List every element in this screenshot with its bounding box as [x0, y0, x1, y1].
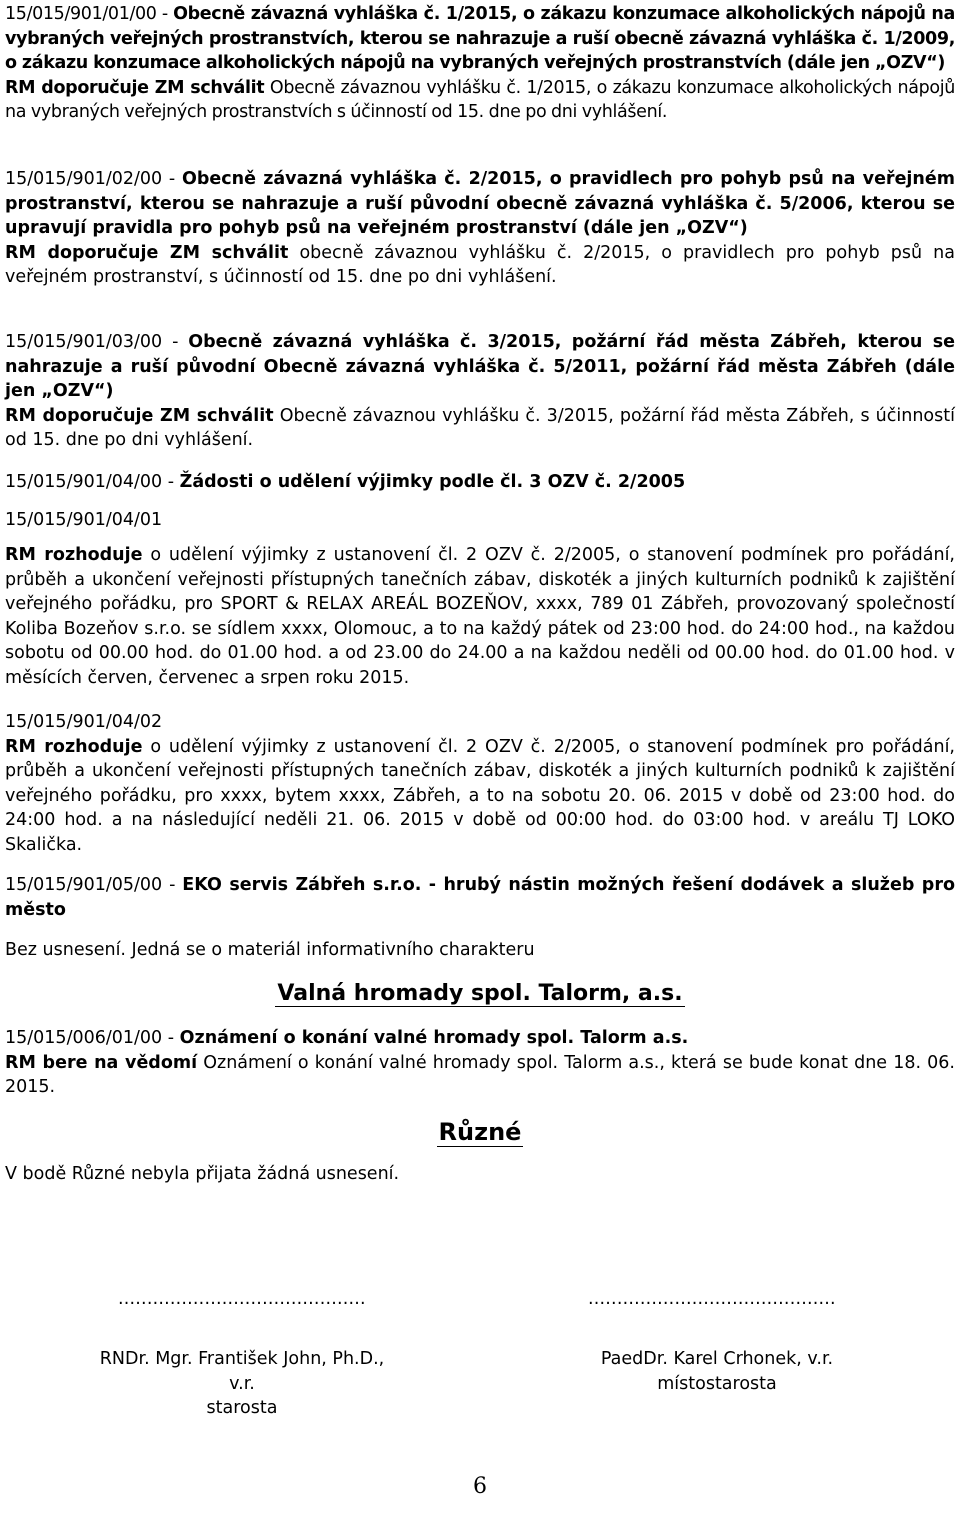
resolution [5, 241, 955, 290]
resolution [5, 735, 955, 858]
item-number: 15/015/901/04/00 [5, 472, 163, 492]
page-number: 6 [473, 1474, 487, 1499]
signature-block-right [567, 1347, 867, 1396]
agenda-item-title: 15/015/006/01/00 - Oznámení o konání valné hromady spol. Talorm a.s. [5, 1028, 689, 1048]
item-title: Obecně závazná vyhláška č. 1/2015, o zákazu konzumace alkoholických nápojů na vybraných veřejných prostranstvích, kterou se nahrazuje a ruší obecně závazná vyhláška č. 1/2009, o zákazu konzumace alkoholických nápojů na vybraných veřejných prostranstvích (dále jen „OZV“) [5, 4, 955, 73]
signature-block-left [92, 1347, 392, 1421]
item-title: Žádosti o udělení výjimky podle čl. 3 OZV č. 2/2005 [179, 472, 686, 492]
agenda-item-title: 15/015/901/04/00 - Žádosti o udělení výjimky podle čl. 3 OZV č. 2/2005 [5, 472, 686, 492]
item-number: 15/015/901/03/00 [5, 332, 163, 352]
agenda-item-01 [5, 2, 955, 125]
resolution-lead: RM rozhoduje [5, 545, 143, 565]
resolution [5, 543, 955, 690]
signatory-role: místostarosta [657, 1373, 777, 1394]
item-title: EKO servis Zábřeh s.r.o. - hrubý nástin možných řešení dodávek a služeb pro město [5, 875, 955, 920]
resolution-text: Obecně závaznou vyhlášku č. 3/2015, požární řád města Zábřeh, s účinností od 15. dne po dni vyhlášení. [5, 405, 955, 450]
signatory-role: starosta [206, 1398, 278, 1418]
item-number: 15/015/901/02/00 [5, 169, 163, 189]
agenda-item-title: 15/015/901/03/00 - Obecně závazná vyhláška č. 3/2015, požární řád města Zábřeh, kterou se nahrazuje a ruší původní Obecně závazná vyhláška č. 5/2011, požární řád města Zábřeh (dále jen „OZV“) [5, 332, 955, 401]
resolution-lead: RM doporučuje ZM schválit [5, 242, 289, 263]
signatory-name: PaedDr. Karel Crhonek, v.r. [600, 1349, 834, 1369]
signature-line-right: ........................................... [588, 1289, 836, 1309]
item-number: 15/015/901/05/00 [5, 875, 163, 895]
sub-item-number: 15/015/901/04/02 [5, 712, 163, 732]
agenda-item-title: 15/015/901/05/00 - EKO servis Zábřeh s.r.o. - hrubý nástin možných řešení dodávek a služeb pro město [5, 875, 955, 920]
resolution-text: Obecně závaznou vyhlášku č. 1/2015, o zákazu konzumace alkoholických nápojů na vybraných veřejných prostranstvích s účinností od 15. dne po dni vyhlášení. [5, 77, 955, 122]
signatory-name: RNDr. Mgr. František John, Ph.D., v.r. [99, 1349, 385, 1394]
section-ruzne-body [5, 1162, 955, 1187]
resolution-lead: RM bere na vědomí [5, 1052, 198, 1073]
agenda-item-04 [5, 470, 955, 495]
ruzne-text: V bodě Různé nebyla přijata žádná usnesení. [5, 1164, 400, 1184]
resolution-text: Oznámení o konání valné hromady spol. Talorm a.s., která se bude konat dne 18. 06. 2015. [5, 1052, 955, 1097]
resolution [5, 1051, 955, 1100]
resolution-lead: RM doporučuje ZM schválit [5, 77, 265, 98]
agenda-item-03 [5, 330, 955, 453]
item-title: Obecně závazná vyhláška č. 2/2015, o pravidlech pro pohyb psů na veřejném prostranství, kterou se nahrazuje a ruší původní obecně závazná vyhláška č. 5/2006, kterou se upravují pravidla pro pohyb psů na veřejném prostranství (dále jen „OZV“) [5, 169, 955, 238]
resolution-text: obecně závaznou vyhlášku č. 2/2015, o pravidlech pro pohyb psů na veřejném prostranství, s účinností od 15. dne po dni vyhlášení. [5, 242, 955, 287]
sub-item-number: 15/015/901/04/01 [5, 510, 163, 530]
resolution-lead: RM doporučuje ZM schválit [5, 405, 274, 426]
agenda-item-title: 15/015/901/02/00 - Obecně závazná vyhláška č. 2/2015, o pravidlech pro pohyb psů na veřejném prostranství, kterou se nahrazuje a ruší původní obecně závazná vyhláška č. 5/2006, kterou se upravují pravidla pro pohyb psů na veřejném prostranství (dále jen „OZV“) [5, 169, 955, 238]
section-heading-valna-hromada [0, 981, 960, 1006]
section-heading-ruzne [0, 1118, 960, 1146]
agenda-item-05-note [5, 938, 955, 963]
resolution [5, 76, 955, 125]
item-number: 15/015/901/01/00 [5, 4, 157, 24]
resolution [5, 404, 955, 453]
sub-item-04-02 [5, 710, 955, 857]
resolution-text: o udělení výjimky z ustanovení čl. 2 OZV č. 2/2005, o stanovení podmínek pro pořádání, průběh a ukončení veřejnosti přístupných tanečních zábav, diskoték a jiných kulturních podniků k zajištění veřejného pořádku, pro xxxx, bytem xxxx, Zábřeh, a to na sobotu 20. 06. 2015 v době od 23:00 hod. do 24:00 hod. a na následující neděli 21. 06. 2015 v době od 00:00 hod. do 03:00 hod. v areálu TJ LOKO Skalička. [5, 736, 955, 855]
resolution-text: o udělení výjimky z ustanovení čl. 2 OZV č. 2/2005, o stanovení podmínek pro pořádání, průběh a ukončení veřejnosti přístupných tanečních zábav, diskoték a jiných kulturních podniků k zajištění veřejného pořádku, pro SPORT & RELAX AREÁL BOZEŇOV, xxxx, 789 01 Zábřeh, provozovaný společností Koliba Bozeňov s.r.o. se sídlem xxxx, Olomouc, a to na každý pátek od 23:00 hod. do 24:00 hod., na každou sobotu od 00.00 hod. do 01.00 hod. a od 23.00 do 24.00 a na každou neděli od 00.00 hod. do 01.00 hod. v měsících červen, červenec a srpen roku 2015. [5, 545, 955, 688]
item-title: Oznámení o konání valné hromady spol. Talorm a.s. [179, 1028, 689, 1048]
section-heading-text: Valná hromady spol. Talorm, a.s. [277, 981, 683, 1006]
sub-item-04-01-resolution [5, 543, 955, 690]
resolution-lead: RM rozhoduje [5, 736, 143, 757]
note-text: Bez usnesení. Jedná se o materiál informativního charakteru [5, 940, 535, 960]
item-number: 15/015/006/01/00 [5, 1028, 163, 1048]
signature-line-left: ........................................... [118, 1289, 366, 1309]
agenda-item-02 [5, 167, 955, 290]
sub-item-04-01 [5, 508, 955, 533]
section-heading-text: Různé [438, 1118, 522, 1146]
agenda-item-title: 15/015/901/01/00 - Obecně závazná vyhláška č. 1/2015, o zákazu konzumace alkoholických nápojů na vybraných veřejných prostranstvích, kterou se nahrazuje a ruší obecně závazná vyhláška č. 1/2009, o zákazu konzumace alkoholických nápojů na vybraných veřejných prostranstvích (dále jen „OZV“) [5, 4, 955, 73]
agenda-item-05 [5, 873, 955, 922]
agenda-item-valna [5, 1026, 955, 1100]
item-title: Obecně závazná vyhláška č. 3/2015, požární řád města Zábřeh, kterou se nahrazuje a ruší původní Obecně závazná vyhláška č. 5/2011, požární řád města Zábřeh (dále jen „OZV“) [5, 332, 955, 401]
